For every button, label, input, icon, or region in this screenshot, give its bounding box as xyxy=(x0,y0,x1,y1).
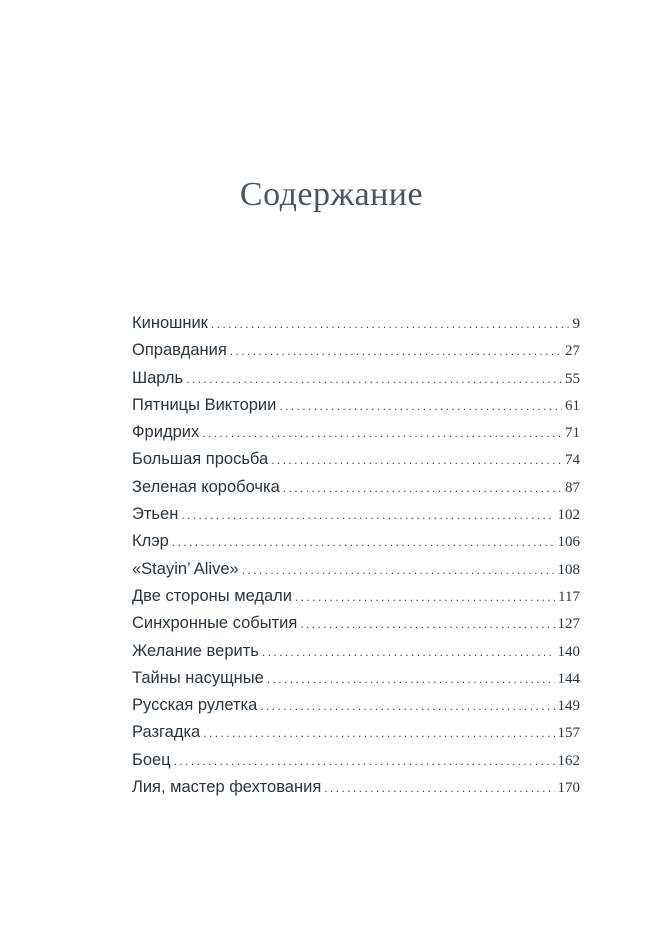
toc-entry xyxy=(132,774,580,801)
toc-page-number: 140 xyxy=(557,643,580,660)
toc-entry-title: Этьен xyxy=(132,505,179,524)
toc-entry xyxy=(132,446,580,473)
toc-page-number: 87 xyxy=(565,479,580,496)
toc-page-number: 74 xyxy=(565,452,580,469)
toc-entry-title: Киношник xyxy=(132,314,208,332)
dot-leader xyxy=(295,584,555,611)
toc-page-number: 55 xyxy=(565,370,580,387)
toc-entry-title: Пятницы Виктории xyxy=(132,395,277,414)
dot-leader xyxy=(186,366,562,393)
dot-leader xyxy=(300,611,554,638)
toc-entry xyxy=(132,638,580,665)
toc-entry-title: «Stayin’ Alive» xyxy=(132,559,239,578)
toc-entry-title: Клэр xyxy=(132,532,169,551)
toc-page-number: 127 xyxy=(557,616,580,633)
toc-entry xyxy=(132,583,580,610)
toc-entry xyxy=(132,665,580,692)
toc-entry-title: Оправдания xyxy=(132,341,227,360)
toc-entry-title: Фридрих xyxy=(132,423,200,442)
toc-page-number: 117 xyxy=(558,588,580,605)
toc-entry xyxy=(132,610,580,637)
dot-leader xyxy=(324,775,554,802)
dot-leader xyxy=(174,748,555,775)
toc-page-number: 144 xyxy=(557,670,580,687)
toc-entry-title: Желание верить xyxy=(132,641,259,660)
toc-entry xyxy=(132,310,580,337)
dot-leader xyxy=(279,393,562,420)
toc-entry xyxy=(132,337,580,364)
dot-leader xyxy=(283,475,562,502)
toc-entry-title: Синхронные события xyxy=(132,614,298,633)
dot-leader xyxy=(242,557,555,584)
toc-entry-title: Русская рулетка xyxy=(132,696,258,715)
dot-leader xyxy=(202,420,562,447)
toc-page-number: 106 xyxy=(557,534,580,551)
toc-page-number: 108 xyxy=(557,561,580,578)
toc-entry-title: Шарль xyxy=(132,368,184,387)
toc-entry xyxy=(132,474,580,501)
dot-leader xyxy=(203,720,554,747)
dot-leader xyxy=(230,338,562,365)
toc-entry-title: Две стороны медали xyxy=(132,586,293,605)
dot-leader xyxy=(260,693,554,720)
toc-page-number: 102 xyxy=(557,507,580,524)
toc-entry xyxy=(132,719,580,746)
toc-page-number: 157 xyxy=(557,725,580,742)
toc-entry xyxy=(132,528,580,555)
toc-page-number: 9 xyxy=(572,316,580,332)
toc-page-number: 61 xyxy=(565,397,580,414)
toc-page-number: 71 xyxy=(565,425,580,442)
toc-entry xyxy=(132,747,580,774)
toc-entry xyxy=(132,365,580,392)
toc-entry xyxy=(132,392,580,419)
toc-entry xyxy=(132,692,580,719)
toc-entry-title: Лия, мастер фехтования xyxy=(132,778,322,797)
table-of-contents xyxy=(132,310,580,801)
toc-page-number: 149 xyxy=(557,698,580,715)
dot-leader xyxy=(211,311,570,338)
dot-leader xyxy=(262,639,555,666)
toc-entry xyxy=(132,556,580,583)
dot-leader xyxy=(271,447,562,474)
toc-page-number: 162 xyxy=(557,752,580,769)
toc-entry-title: Боец xyxy=(132,750,171,769)
dot-leader xyxy=(181,502,554,529)
toc-entry xyxy=(132,501,580,528)
toc-entry-title: Зеленая коробочка xyxy=(132,477,280,496)
toc-entry-title: Тайны насущные xyxy=(132,668,264,687)
dot-leader xyxy=(172,529,555,556)
toc-page-number: 170 xyxy=(557,780,580,797)
page-title: Содержание xyxy=(239,176,424,213)
toc-entry-title: Большая просьба xyxy=(132,450,269,469)
toc-entry xyxy=(132,419,580,446)
dot-leader xyxy=(267,666,555,693)
toc-entry-title: Разгадка xyxy=(132,723,201,742)
toc-page-number: 27 xyxy=(565,343,580,360)
